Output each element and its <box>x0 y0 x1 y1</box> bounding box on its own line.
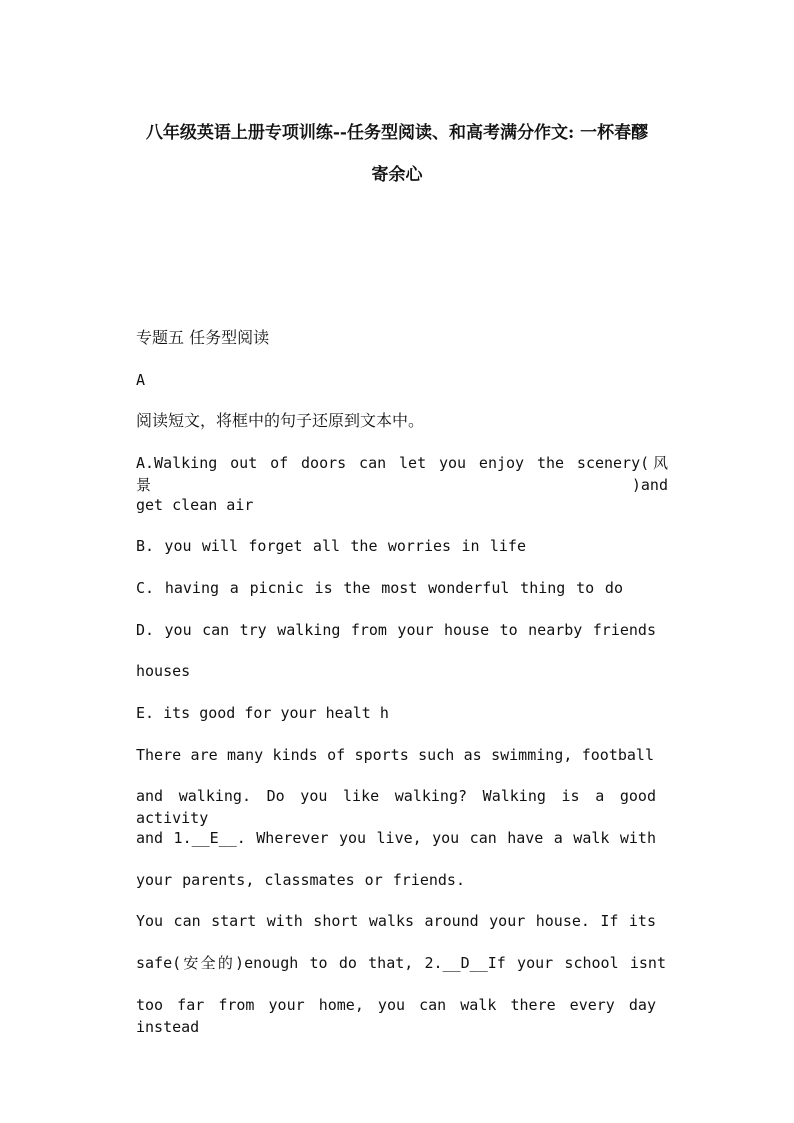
passage-line-2: and walking. Do you like walking? Walking is a good activity <box>136 787 656 827</box>
passage-line-3: and 1.__E__. Wherever you live, you can have a walk with <box>136 829 656 847</box>
passage-line-1: There are many kinds of sports such as swimming, football <box>136 746 654 764</box>
passage-line-7: too far from your home, you can walk there every day instead <box>136 996 656 1036</box>
document-title-line-2: 寄余心 <box>371 165 423 185</box>
passage-line-5: You can start with short walks around your house. If its <box>136 912 656 930</box>
document-title-line-1: 八年级英语上册专项训练--任务型阅读、和高考满分作文: 一杯春醪 <box>145 123 649 143</box>
option-a-line-2: get clean air <box>136 496 254 514</box>
passage-line-6: safe(安全的)enough to do that, 2.__D__If your school isnt <box>136 954 666 972</box>
option-d-line-2: houses <box>136 662 191 680</box>
section-heading: 专题五 任务型阅读 <box>136 328 270 347</box>
option-a-line-1: A.Walking out of doors can let you enjoy the scenery(风景)and <box>136 454 668 494</box>
option-e: E. its good for your healt h <box>136 704 389 722</box>
passage-line-4: your parents, classmates or friends. <box>136 871 465 889</box>
option-d-line-1: D. you can try walking from your house to nearby friends <box>136 621 656 639</box>
instruction-text: 阅读短文，将框中的句子还原到文本中。 <box>136 411 425 430</box>
passage-label: A <box>136 371 146 389</box>
option-c: C. having a picnic is the most wonderful thing to do <box>136 579 623 597</box>
option-b: B. you will forget all the worries in life <box>136 537 526 555</box>
